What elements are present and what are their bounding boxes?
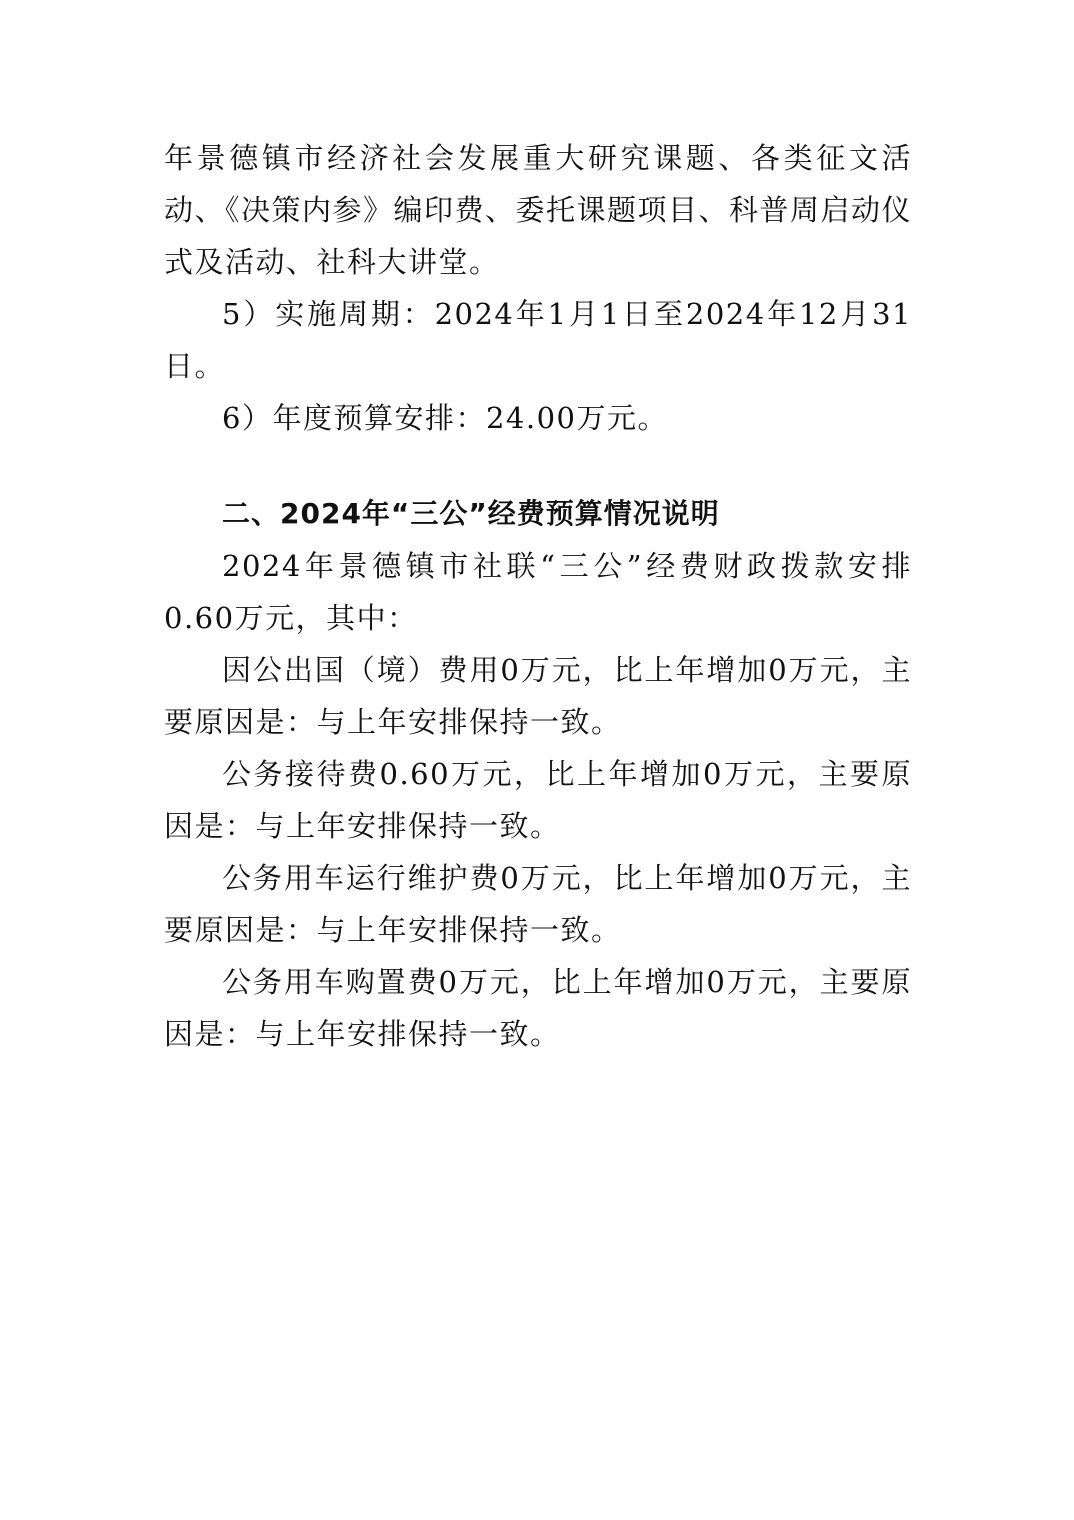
- paragraph-reception: 公务接待费0.60万元，比上年增加0万元，主要原因是：与上年安排保持一致。: [164, 757, 912, 843]
- paragraph-budget: 6）年度预算安排：24.00万元。: [222, 401, 668, 435]
- paragraph-three-public-total: 2024年景德镇市社联“三公”经费财政拨款安排0.60万元，其中：: [164, 549, 912, 635]
- paragraph-overseas: 因公出国（境）费用0万元，比上年增加0万元，主要原因是：与上年安排保持一致。: [164, 653, 912, 739]
- paragraph-vehicle-purchase: 公务用车购置费0万元，比上年增加0万元，主要原因是：与上年安排保持一致。: [164, 965, 912, 1051]
- paragraph-period: 5）实施周期：2024年1月1日至2024年12月31日。: [164, 297, 912, 383]
- paragraph-vehicle-operation: 公务用车运行维护费0万元，比上年增加0万元，主要原因是：与上年安排保持一致。: [164, 861, 912, 947]
- paragraph-continued: 年景德镇市经济社会发展重大研究课题、各类征文活动、《决策内参》编印费、委托课题项目、科普周启动仪式及活动、社科大讲堂。: [164, 141, 913, 279]
- section-heading: 二、2024年“三公”经费预算情况说明: [222, 497, 720, 530]
- document-body: [164, 132, 912, 1060]
